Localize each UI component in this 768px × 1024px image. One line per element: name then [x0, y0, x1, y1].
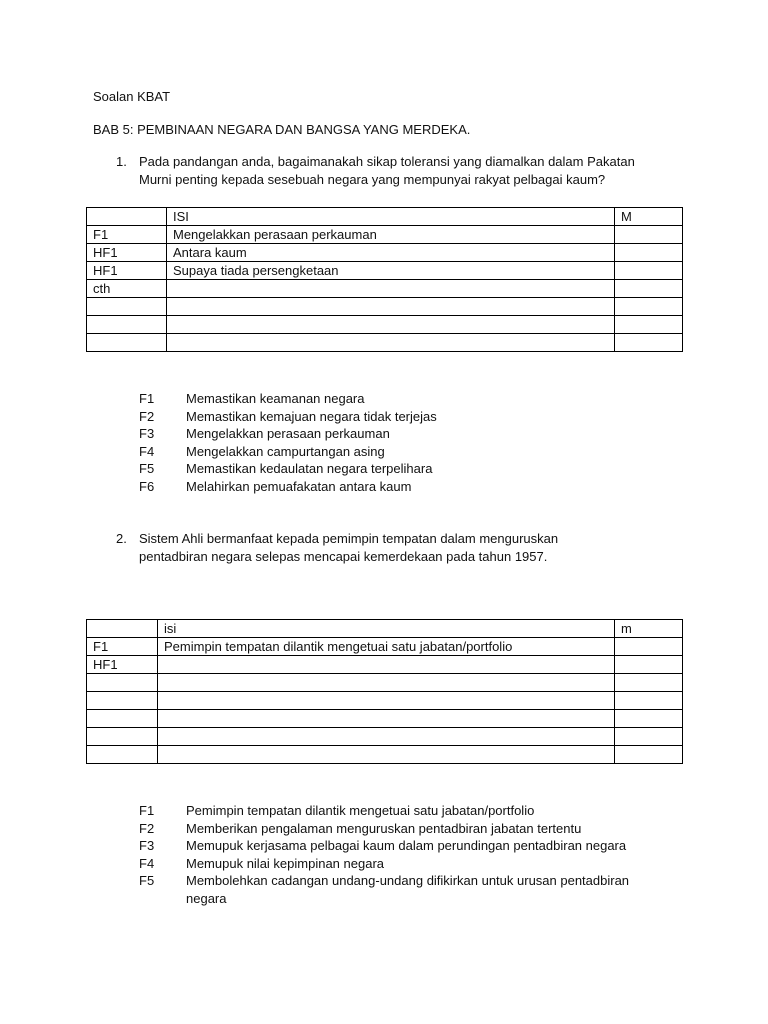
question-text-line: Pada pandangan anda, bagaimanakah sikap toleransi yang diamalkan dalam Pakatan: [139, 154, 635, 169]
table-row: [87, 746, 683, 764]
answer-text: Memupuk kerjasama pelbagai kaum dalam perundingan pentadbiran negara: [186, 838, 627, 854]
row-mark-cell: [615, 334, 683, 352]
row-mark-cell: [615, 244, 683, 262]
row-content-cell: Antara kaum: [167, 244, 615, 262]
row-content-cell: Pemimpin tempatan dilantik mengetuai satu jabatan/portfolio: [158, 638, 615, 656]
table-header-row: [87, 208, 683, 226]
row-content-cell: [167, 298, 615, 316]
row-code-cell: HF1: [87, 656, 158, 674]
table-row: [87, 280, 683, 298]
row-code-cell: [87, 316, 167, 334]
row-mark-cell: [615, 710, 683, 728]
answer-code: F2: [139, 408, 155, 424]
answer-code: F5: [139, 461, 155, 477]
row-content-cell: [158, 692, 615, 710]
row-content-cell: Mengelakkan perasaan perkauman: [167, 226, 615, 244]
table-row: [87, 656, 683, 674]
table-row: [87, 244, 683, 262]
row-content-cell: [158, 674, 615, 692]
answer-code: F1: [139, 391, 155, 406]
row-code-cell: [87, 674, 158, 692]
row-code-cell: F1: [87, 638, 158, 656]
row-content-cell: [158, 656, 615, 674]
answer-text: Mengelakkan campurtangan asing: [186, 443, 385, 459]
answer-code: F2: [139, 820, 155, 836]
question-number: 1.: [116, 154, 127, 169]
answer-code: F3: [139, 426, 155, 442]
row-code-cell: F1: [87, 226, 167, 244]
table-row: [87, 334, 683, 352]
answer-text: Memastikan kemajuan negara tidak terjejas: [186, 408, 437, 424]
row-mark-cell: [615, 746, 683, 764]
row-content-cell: [167, 280, 615, 298]
question-text-line: pentadbiran negara selepas mencapai kemerdekaan pada tahun 1957.: [139, 549, 548, 564]
question-text-line: Sistem Ahli bermanfaat kepada pemimpin tempatan dalam menguruskan: [139, 531, 559, 546]
row-mark-cell: [615, 298, 683, 316]
answer-text: Pemimpin tempatan dilantik mengetuai satu jabatan/portfolio: [186, 803, 535, 818]
table-row: [87, 692, 683, 710]
row-code-cell: [87, 746, 158, 764]
row-content-cell: [158, 746, 615, 764]
answer-text: Membolehkan cadangan undang-undang difikirkan untuk urusan pentadbiran: [186, 873, 630, 889]
answer-code: F4: [139, 855, 155, 871]
row-mark-cell: [615, 316, 683, 334]
header-cell-m: m: [615, 620, 683, 638]
row-content-cell: [167, 316, 615, 334]
table-row: [87, 298, 683, 316]
answer-text: Memastikan kedaulatan negara terpelihara: [186, 461, 433, 477]
row-content-cell: Supaya tiada persengketaan: [167, 262, 615, 280]
row-code-cell: [87, 334, 167, 352]
answer-table-1: [86, 207, 683, 352]
row-mark-cell: [615, 638, 683, 656]
row-code-cell: [87, 710, 158, 728]
row-code-cell: [87, 298, 167, 316]
answer-text: Melahirkan pemuafakatan antara kaum: [186, 478, 412, 494]
question-text-line: Murni penting kepada sesebuah negara yang mempunyai rakyat pelbagai kaum?: [139, 172, 606, 187]
answer-code: F4: [139, 443, 155, 459]
answer-code: F1: [139, 803, 155, 818]
answer-text: Memupuk nilai kepimpinan negara: [186, 855, 385, 871]
table-row: [87, 316, 683, 334]
answer-code: F6: [139, 478, 155, 494]
row-mark-cell: [615, 280, 683, 298]
answer-table-2: [86, 619, 683, 764]
answer-text: Memastikan keamanan negara: [186, 391, 365, 406]
row-mark-cell: [615, 656, 683, 674]
row-mark-cell: [615, 674, 683, 692]
header-cell: [87, 208, 167, 226]
row-mark-cell: [615, 262, 683, 280]
answer-text: Memberikan pengalaman menguruskan pentadbiran jabatan tertentu: [186, 820, 582, 836]
question-number: 2.: [116, 531, 127, 546]
answer-text: negara: [186, 890, 227, 906]
answer-text: Mengelakkan perasaan perkauman: [186, 426, 390, 442]
table-header-row: [87, 620, 683, 638]
answer-code: F3: [139, 838, 155, 854]
header-cell: [87, 620, 158, 638]
row-mark-cell: [615, 226, 683, 244]
row-code-cell: HF1: [87, 262, 167, 280]
row-content-cell: [158, 710, 615, 728]
table-row: [87, 710, 683, 728]
row-content-cell: [158, 728, 615, 746]
table-row: [87, 638, 683, 656]
document-title: Soalan KBAT: [93, 89, 171, 104]
answer-code: F5: [139, 873, 155, 889]
table-row: [87, 728, 683, 746]
row-mark-cell: [615, 728, 683, 746]
row-content-cell: [167, 334, 615, 352]
row-mark-cell: [615, 692, 683, 710]
row-code-cell: cth: [87, 280, 167, 298]
header-cell-isi: ISI: [167, 208, 615, 226]
table-row: [87, 226, 683, 244]
row-code-cell: [87, 692, 158, 710]
header-cell-isi: isi: [158, 620, 615, 638]
header-cell-m: M: [615, 208, 683, 226]
row-code-cell: [87, 728, 158, 746]
chapter-heading: BAB 5: PEMBINAAN NEGARA DAN BANGSA YANG MERDEKA.: [93, 122, 471, 137]
row-code-cell: HF1: [87, 244, 167, 262]
table-row: [87, 674, 683, 692]
table-row: [87, 262, 683, 280]
